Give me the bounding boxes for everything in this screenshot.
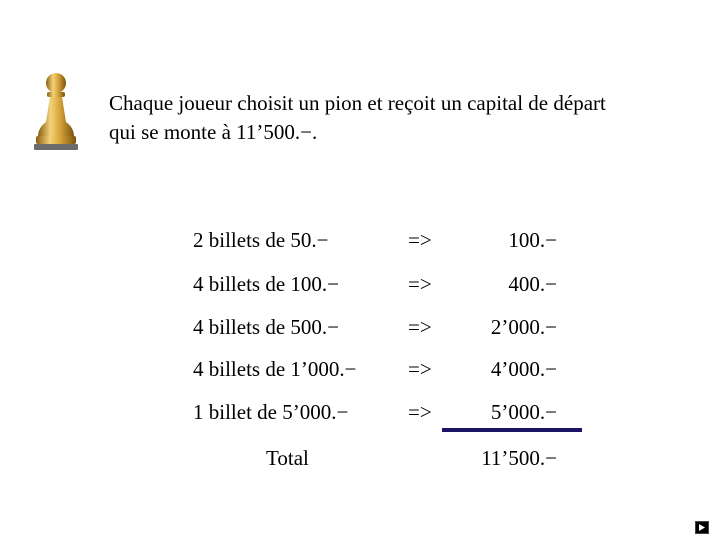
row-description: 4 billets de 1’000.− <box>193 357 357 381</box>
row-description: 1 billet de 5’000.− <box>193 400 349 424</box>
next-slide-icon <box>696 522 708 533</box>
row-arrow: => <box>408 228 432 252</box>
row-amount: 4’000.− <box>490 357 557 381</box>
row-description: 4 billets de 100.− <box>193 272 339 296</box>
total-label: Total <box>266 446 309 470</box>
row-amount: 2’000.− <box>490 315 557 339</box>
row-arrow: => <box>408 400 432 424</box>
row-arrow: => <box>408 272 432 296</box>
table-row <box>0 228 720 258</box>
pawn-icon <box>30 70 82 154</box>
row-arrow: => <box>408 357 432 381</box>
sum-divider <box>442 428 582 432</box>
row-arrow: => <box>408 315 432 339</box>
row-description: 2 billets de 50.− <box>193 228 329 252</box>
row-amount: 400.− <box>508 272 557 296</box>
table-row <box>0 357 720 387</box>
table-row <box>0 315 720 345</box>
next-slide-button[interactable] <box>695 521 709 534</box>
table-row <box>0 400 720 430</box>
total-amount: 11’500.− <box>481 446 557 470</box>
intro-text: Chaque joueur choisit un pion et reçoit un capital de départ qui se monte à 11’500.−. <box>109 91 606 144</box>
row-description: 4 billets de 500.− <box>193 315 339 339</box>
row-amount: 100.− <box>508 228 557 252</box>
row-amount: 5’000.− <box>490 400 557 424</box>
table-row <box>0 272 720 302</box>
